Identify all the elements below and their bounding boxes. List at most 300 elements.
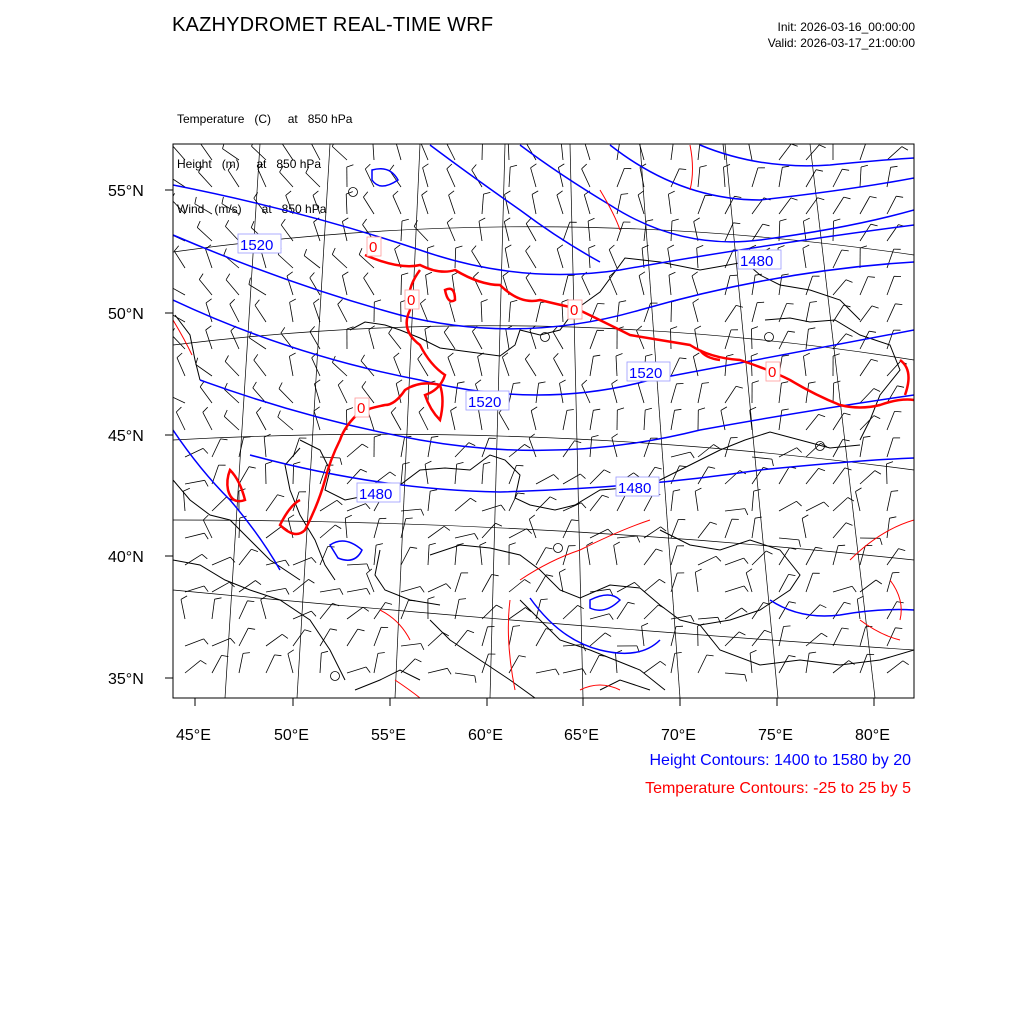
wind-barb xyxy=(447,223,455,241)
wind-barb xyxy=(264,437,266,457)
wind-barb xyxy=(671,221,672,241)
wind-barb xyxy=(374,545,376,565)
wind-barb-feather xyxy=(224,410,227,416)
wind-barb-feather xyxy=(700,139,707,140)
wind-barb-feather xyxy=(474,272,479,277)
wind-barb xyxy=(587,545,590,565)
wind-barb-feather xyxy=(261,596,267,600)
wind-barb xyxy=(531,411,536,430)
wind-barb-feather xyxy=(177,353,182,358)
wind-barb xyxy=(203,412,212,430)
wind-barb-feather xyxy=(752,381,759,383)
wind-barb-feather xyxy=(804,353,810,356)
wind-barb xyxy=(389,333,401,349)
wind-barb-feather xyxy=(871,224,878,226)
wind-barb xyxy=(206,303,212,322)
wind-barb xyxy=(563,222,570,241)
wind-barb xyxy=(721,410,725,430)
wind-barb xyxy=(225,226,239,241)
wind-barb-feather xyxy=(571,520,578,521)
wind-barb xyxy=(185,586,204,592)
wind-barb xyxy=(671,491,673,511)
lon-label: 55°E xyxy=(371,727,406,744)
wind-barb-feather xyxy=(338,299,343,304)
wind-barb-feather xyxy=(819,414,826,416)
wind-barb-feather xyxy=(311,137,316,142)
wind-barb xyxy=(560,383,564,403)
wind-barb-feather xyxy=(457,462,464,464)
wind-barb xyxy=(671,452,690,457)
wind-barb-feather xyxy=(872,306,879,308)
wind-barb xyxy=(833,334,846,349)
wind-barb xyxy=(369,330,374,349)
wind-barb-feather xyxy=(788,331,795,332)
wind-barb xyxy=(278,417,293,430)
wind-barb-feather xyxy=(203,407,208,412)
wind-barb xyxy=(505,248,509,268)
wind-barb xyxy=(590,614,609,619)
wind-barb xyxy=(293,438,299,457)
wind-barb xyxy=(364,278,374,295)
wind-barb-feather xyxy=(797,448,802,453)
wind-barb xyxy=(526,251,536,268)
wind-barb xyxy=(617,302,619,322)
wind-barb-feather xyxy=(899,549,906,551)
wind-barb xyxy=(168,285,186,295)
wind-barb-feather xyxy=(337,500,342,505)
wind-barb xyxy=(698,655,707,673)
lon-label: 60°E xyxy=(468,727,503,744)
wind-barb-feather xyxy=(286,191,291,196)
wind-barb xyxy=(199,172,213,187)
wind-barb xyxy=(887,518,890,538)
lat-label: 45°N xyxy=(108,428,144,445)
wind-barb xyxy=(455,573,461,592)
wind-barb xyxy=(332,362,347,376)
wind-barb xyxy=(185,533,204,538)
wind-barb-feather xyxy=(389,328,393,334)
wind-barb-feather xyxy=(342,218,348,222)
wind-barb-feather xyxy=(820,605,826,608)
wind-barb-feather xyxy=(744,558,748,564)
wind-barb xyxy=(212,655,222,673)
wind-barb xyxy=(320,525,335,538)
wind-barb xyxy=(860,197,870,215)
wind-barb xyxy=(588,221,590,241)
wind-barb-feather xyxy=(902,147,908,151)
wind-barb-feather xyxy=(396,137,402,141)
wind-barb-feather xyxy=(255,581,261,585)
wind-barb-feather xyxy=(447,668,451,674)
wind-barb xyxy=(347,607,363,619)
wind-barb xyxy=(320,653,321,673)
wind-barb xyxy=(332,147,347,161)
wind-barb xyxy=(752,224,763,241)
wind-barb-feather xyxy=(385,603,392,605)
wind-barb xyxy=(428,668,447,673)
wind-barb-feather xyxy=(782,274,789,275)
wind-barb xyxy=(803,221,806,241)
wind-barb-feather xyxy=(365,164,370,169)
wind-barb xyxy=(197,227,212,241)
wind-barb xyxy=(526,278,536,295)
wind-barb xyxy=(806,468,819,484)
wind-barb-feather xyxy=(518,493,525,494)
wind-barb-feather xyxy=(288,515,294,519)
height-contour-labels xyxy=(238,234,781,503)
wind-barb xyxy=(374,653,378,673)
wind-barb xyxy=(199,280,212,296)
wind-barb xyxy=(347,629,358,646)
wind-barb-feather xyxy=(347,165,354,167)
wind-barb xyxy=(338,385,347,403)
wind-barb xyxy=(693,303,698,322)
wind-barb xyxy=(725,330,731,349)
wind-barb-feather xyxy=(369,326,375,330)
wind-barb xyxy=(506,329,509,349)
wind-barb xyxy=(311,142,320,160)
wind-barb-feather xyxy=(203,515,208,520)
wind-barb xyxy=(282,143,293,160)
wind-barb xyxy=(401,659,415,673)
height-label: 1480 xyxy=(618,480,652,497)
wind-barb-feather xyxy=(204,639,208,644)
wind-barb xyxy=(833,628,842,646)
wind-barb xyxy=(644,549,656,565)
wind-barb-feather xyxy=(167,388,168,395)
wind-barb-feather xyxy=(378,653,385,654)
wind-barb-feather xyxy=(561,137,567,140)
wind-barb xyxy=(478,357,482,377)
wind-barb-feather xyxy=(815,547,822,548)
wind-barb-feather xyxy=(305,630,312,632)
wind-barb-feather xyxy=(639,137,645,141)
wind-barb xyxy=(590,470,604,484)
wind-barb xyxy=(482,140,483,160)
wind-barb xyxy=(779,538,799,540)
height-label: 1520 xyxy=(240,237,274,254)
wind-barb xyxy=(725,223,733,241)
wind-barb xyxy=(347,588,367,592)
lon-label: 50°E xyxy=(274,727,309,744)
wind-barb-feather xyxy=(420,299,425,304)
wind-barb xyxy=(638,384,644,403)
wind-barb xyxy=(833,413,844,430)
wind-barb-feather xyxy=(312,558,317,563)
wind-barb xyxy=(561,140,563,160)
wind-barb xyxy=(472,170,482,187)
wind-barb xyxy=(693,357,698,377)
wind-barb-feather xyxy=(394,353,399,358)
wind-barb-feather xyxy=(897,386,904,388)
wind-barb xyxy=(347,504,366,511)
wind-barb xyxy=(252,146,267,160)
wind-barb xyxy=(455,498,470,511)
wind-barb-feather xyxy=(766,551,772,554)
wind-barb xyxy=(455,383,458,403)
wind-barb-feather xyxy=(204,533,208,539)
wind-barb xyxy=(482,605,496,619)
wind-barb xyxy=(671,358,680,376)
wind-barb-feather xyxy=(204,586,208,592)
wind-barb-feather xyxy=(621,194,628,195)
wind-barb-feather xyxy=(589,245,596,248)
wind-barb-feather xyxy=(281,219,285,225)
wind-barb-feather xyxy=(359,248,362,254)
lat-label: 40°N xyxy=(108,549,144,566)
wind-barb-feather xyxy=(694,218,700,222)
wind-barb-feather xyxy=(290,299,296,302)
temperature-field: Temperature (C) at 850 hPa xyxy=(177,112,353,126)
wind-barb-feather xyxy=(612,380,618,384)
wind-barb xyxy=(638,195,644,214)
wind-barb-feather xyxy=(418,354,423,359)
height-field: Height (m) at 850 hPa xyxy=(177,157,322,171)
wind-barb xyxy=(536,669,556,673)
wind-barb xyxy=(266,588,286,592)
wind-barb xyxy=(590,633,605,646)
wind-barb-feather xyxy=(582,164,587,169)
wind-barb xyxy=(806,198,818,214)
wind-barb xyxy=(212,582,230,592)
lat-label: 50°N xyxy=(108,306,144,323)
wind-barb xyxy=(779,602,789,619)
wind-barb xyxy=(639,276,644,295)
wind-barb-feather xyxy=(739,632,745,635)
wind-barb-feather xyxy=(784,626,791,627)
wind-barb xyxy=(590,655,599,673)
wind-barb-feather xyxy=(346,408,353,410)
wind-barb xyxy=(614,545,617,565)
wind-barb-feather xyxy=(809,652,816,653)
wind-barb xyxy=(450,303,455,322)
longitude-axis xyxy=(176,698,890,744)
wind-barb-feather xyxy=(895,304,902,305)
wind-barb-feather xyxy=(639,272,645,276)
wind-barb xyxy=(428,437,431,457)
wind-barb xyxy=(177,358,185,376)
wind-barb xyxy=(393,196,401,214)
wind-barb xyxy=(833,305,844,322)
wind-barb xyxy=(266,526,282,538)
wind-barb-feather xyxy=(278,495,285,497)
wind-barb xyxy=(185,660,201,673)
wind-barb-feather xyxy=(708,467,715,469)
latitude-axis xyxy=(108,183,173,688)
wind-barb xyxy=(779,467,789,484)
wind-barb-feather xyxy=(505,191,511,195)
wind-barb xyxy=(266,634,282,646)
wind-barb-feather xyxy=(314,380,320,384)
wind-barb xyxy=(644,605,658,619)
wind-barb xyxy=(167,395,185,404)
wind-barb-feather xyxy=(458,382,465,383)
wind-barb xyxy=(698,617,718,619)
wind-barb-feather xyxy=(223,142,225,149)
wind-barb xyxy=(203,520,212,538)
wind-barb xyxy=(342,276,347,296)
wind-barb xyxy=(860,167,861,187)
wind-barb xyxy=(671,302,672,322)
wind-barb-feather xyxy=(674,139,681,140)
wind-barb xyxy=(455,599,459,619)
wind-barb-feather xyxy=(480,542,486,545)
wind-barb-feather xyxy=(201,660,207,664)
wind-barb-feather xyxy=(472,165,477,170)
wind-barb-feather xyxy=(668,191,674,194)
wind-barb-feather xyxy=(668,245,674,248)
wind-barb-feather xyxy=(645,408,652,410)
wind-barb-feather xyxy=(519,656,526,657)
wind-barb xyxy=(509,302,511,322)
wind-barb-feather xyxy=(421,509,424,515)
wind-barb xyxy=(526,224,536,241)
wind-barb xyxy=(181,599,185,619)
wind-barb-feather xyxy=(539,382,546,383)
wind-barb-feather xyxy=(221,439,228,440)
wind-barb xyxy=(290,302,293,322)
wind-barb xyxy=(249,338,266,349)
wind-barb xyxy=(168,312,185,322)
wind-barb-feather xyxy=(287,272,293,276)
wind-barb xyxy=(563,276,568,295)
wind-barb-feather xyxy=(513,383,520,384)
wind-barb xyxy=(692,276,698,295)
wind-barb-feather xyxy=(838,545,845,546)
wind-barb xyxy=(455,534,475,539)
wind-barb-feather xyxy=(321,651,328,653)
wind-barb-feather xyxy=(475,676,476,683)
wind-barb-feather xyxy=(415,659,421,662)
wind-barb-feather xyxy=(526,246,531,251)
wind-barb-feather xyxy=(449,191,455,195)
wind-barb xyxy=(553,332,563,349)
wind-barb-feather xyxy=(215,598,222,599)
wind-barb-feather xyxy=(680,358,687,359)
wind-barb-feather xyxy=(248,628,255,629)
wind-barb xyxy=(698,445,714,458)
wind-barb xyxy=(616,356,617,376)
wind-barb xyxy=(314,303,321,322)
wind-barb-feather xyxy=(842,250,849,251)
wind-barb xyxy=(806,573,813,592)
wind-barb-feather xyxy=(249,467,256,468)
wind-barb-feather xyxy=(373,137,380,140)
wind-barb xyxy=(557,195,563,214)
wind-barb-feather xyxy=(390,165,394,171)
wind-barb xyxy=(293,558,312,566)
wind-barb-feather xyxy=(834,219,841,221)
wind-barb-feather xyxy=(619,301,626,302)
wind-barb-feather xyxy=(874,416,880,419)
wind-barb-feather xyxy=(470,498,476,502)
wind-barb xyxy=(176,412,185,430)
wind-barb xyxy=(345,518,347,538)
wind-barb-feather xyxy=(196,358,198,365)
wind-barb-feather xyxy=(880,538,882,545)
wind-barb-feather xyxy=(251,549,258,551)
lon-label: 70°E xyxy=(661,727,696,744)
wind-barb-feather xyxy=(285,560,289,566)
wind-barb xyxy=(288,654,293,673)
wind-barb-feather xyxy=(335,525,341,529)
wind-barb xyxy=(314,411,320,430)
wind-barb-feather xyxy=(751,327,758,329)
wind-barb xyxy=(752,303,757,322)
wind-barb-feather xyxy=(718,617,721,623)
wind-barb-feather xyxy=(693,353,699,357)
wind-barb xyxy=(314,222,320,241)
wind-barb-feather xyxy=(183,488,189,491)
wind-barb xyxy=(347,667,366,673)
wind-barb-feather xyxy=(556,669,560,675)
wind-barb-feather xyxy=(886,462,893,464)
wind-barb-feather xyxy=(451,407,457,411)
wind-barb-feather xyxy=(903,661,909,665)
wind-barb xyxy=(725,558,744,565)
wind-barb xyxy=(752,603,763,620)
wind-barb xyxy=(860,471,875,484)
wind-barb xyxy=(212,439,221,457)
wind-barb-feather xyxy=(205,480,208,486)
wind-barb-feather xyxy=(224,249,227,256)
wind-barb-feather xyxy=(496,605,502,608)
wind-barb-feather xyxy=(402,219,409,221)
wind-barb-feather xyxy=(483,462,490,464)
wind-barb-feather xyxy=(525,354,529,359)
wind-barb-feather xyxy=(361,469,367,472)
wind-barb xyxy=(887,361,901,376)
wind-barb xyxy=(174,251,185,268)
wind-barb xyxy=(401,275,402,295)
wind-barb-feather xyxy=(789,574,796,575)
wind-barb-feather xyxy=(475,534,479,540)
wind-barb-feather xyxy=(313,191,318,195)
wind-barb-feather xyxy=(821,633,827,637)
wind-barb xyxy=(509,529,527,538)
wind-barb xyxy=(887,661,903,673)
wind-barb-feather xyxy=(496,523,502,526)
wind-barb-feather xyxy=(582,380,587,385)
wind-barb xyxy=(444,332,455,349)
wind-barb xyxy=(724,167,726,187)
wind-barb-feather xyxy=(679,466,686,467)
wind-barb-feather xyxy=(419,407,424,412)
wind-barb xyxy=(239,653,243,673)
wind-barb-feather xyxy=(309,579,315,583)
wind-barb xyxy=(806,502,824,511)
wind-barb-feather xyxy=(871,359,878,361)
wind-barb xyxy=(804,356,807,376)
wind-barb-feather xyxy=(702,383,709,384)
wind-barb-feather xyxy=(314,407,320,411)
wind-barb-feather xyxy=(256,407,261,412)
country-borders xyxy=(173,248,914,698)
wind-barb xyxy=(206,249,213,268)
wind-barb xyxy=(589,248,590,268)
wind-barb xyxy=(887,491,891,511)
wind-barb xyxy=(887,147,902,160)
wind-barb-feather xyxy=(278,411,281,417)
wind-barb xyxy=(617,602,628,619)
wind-barb-feather xyxy=(197,221,200,227)
wind-barb xyxy=(806,145,819,160)
wind-barb xyxy=(239,549,251,565)
wind-barb-feather xyxy=(635,582,640,587)
wind-barb-feather xyxy=(842,628,849,629)
wind-barb xyxy=(509,167,510,187)
wind-barb xyxy=(288,519,293,538)
